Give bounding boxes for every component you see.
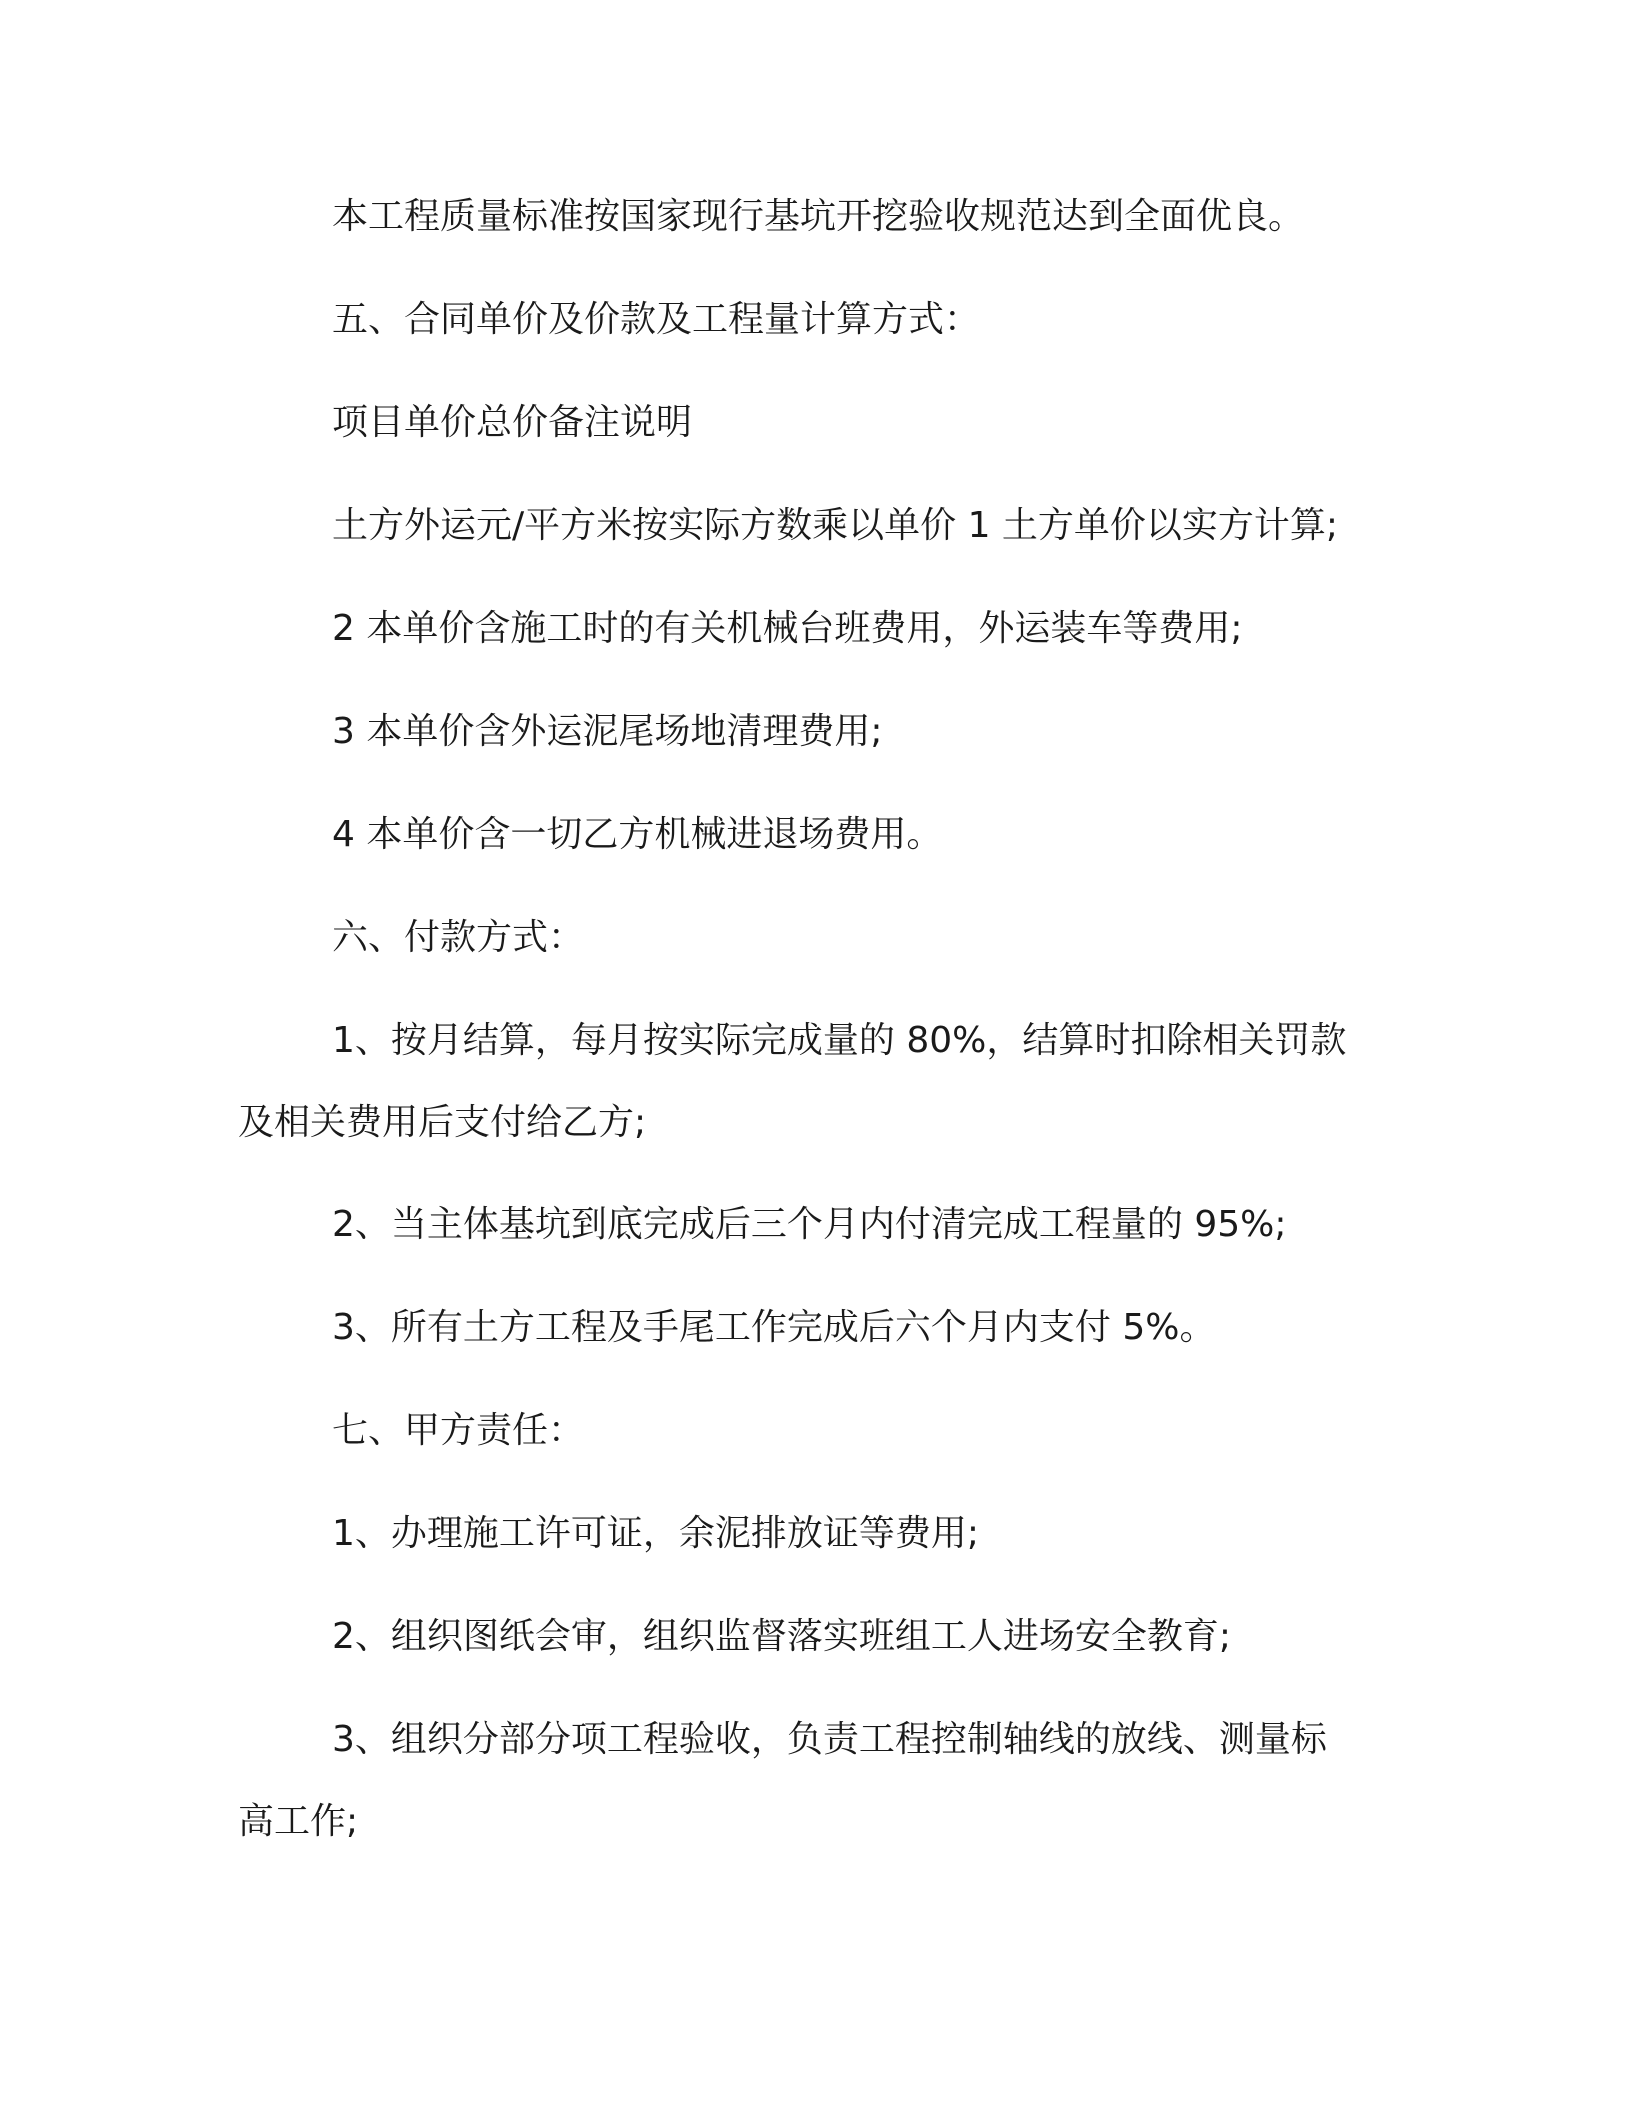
- price-item-2: 2 本单价含施工时的有关机械台班费用，外运装车等费用;: [332, 608, 1243, 649]
- party-a-item-1: 1、办理施工许可证，余泥排放证等费用;: [332, 1513, 980, 1554]
- price-item-1: 土方外运元/平方米按实际方数乘以单价 1 土方单价以实方计算;: [332, 505, 1339, 546]
- party-a-item-3-continued: 高工作;: [238, 1801, 359, 1842]
- heading-section-seven: 七、甲方责任：: [332, 1410, 585, 1451]
- payment-item-1: 1、按月结算，每月按实际完成量的 80%，结算时扣除相关罚款: [332, 1020, 1347, 1061]
- heading-section-six: 六、付款方式：: [332, 917, 585, 958]
- party-a-item-2: 2、组织图纸会审，组织监督落实班组工人进场安全教育;: [332, 1616, 1232, 1657]
- payment-item-3: 3、所有土方工程及手尾工作完成后六个月内支付 5%。: [332, 1307, 1216, 1348]
- party-a-item-3: 3、组织分部分项工程验收，负责工程控制轴线的放线、测量标: [332, 1719, 1327, 1760]
- payment-item-1-continued: 及相关费用后支付给乙方;: [238, 1102, 647, 1143]
- payment-item-2: 2、当主体基坑到底完成后三个月内付清完成工程量的 95%;: [332, 1204, 1287, 1245]
- heading-section-five: 五、合同单价及价款及工程量计算方式：: [332, 299, 981, 340]
- table-header-text: 项目单价总价备注说明: [332, 402, 693, 443]
- price-item-3: 3 本单价含外运泥尾场地清理费用;: [332, 711, 883, 752]
- price-item-4: 4 本单价含一切乙方机械进退场费用。: [332, 814, 943, 855]
- paragraph-quality-standard: 本工程质量标准按国家现行基坑开挖验收规范达到全面优良。: [332, 196, 1305, 237]
